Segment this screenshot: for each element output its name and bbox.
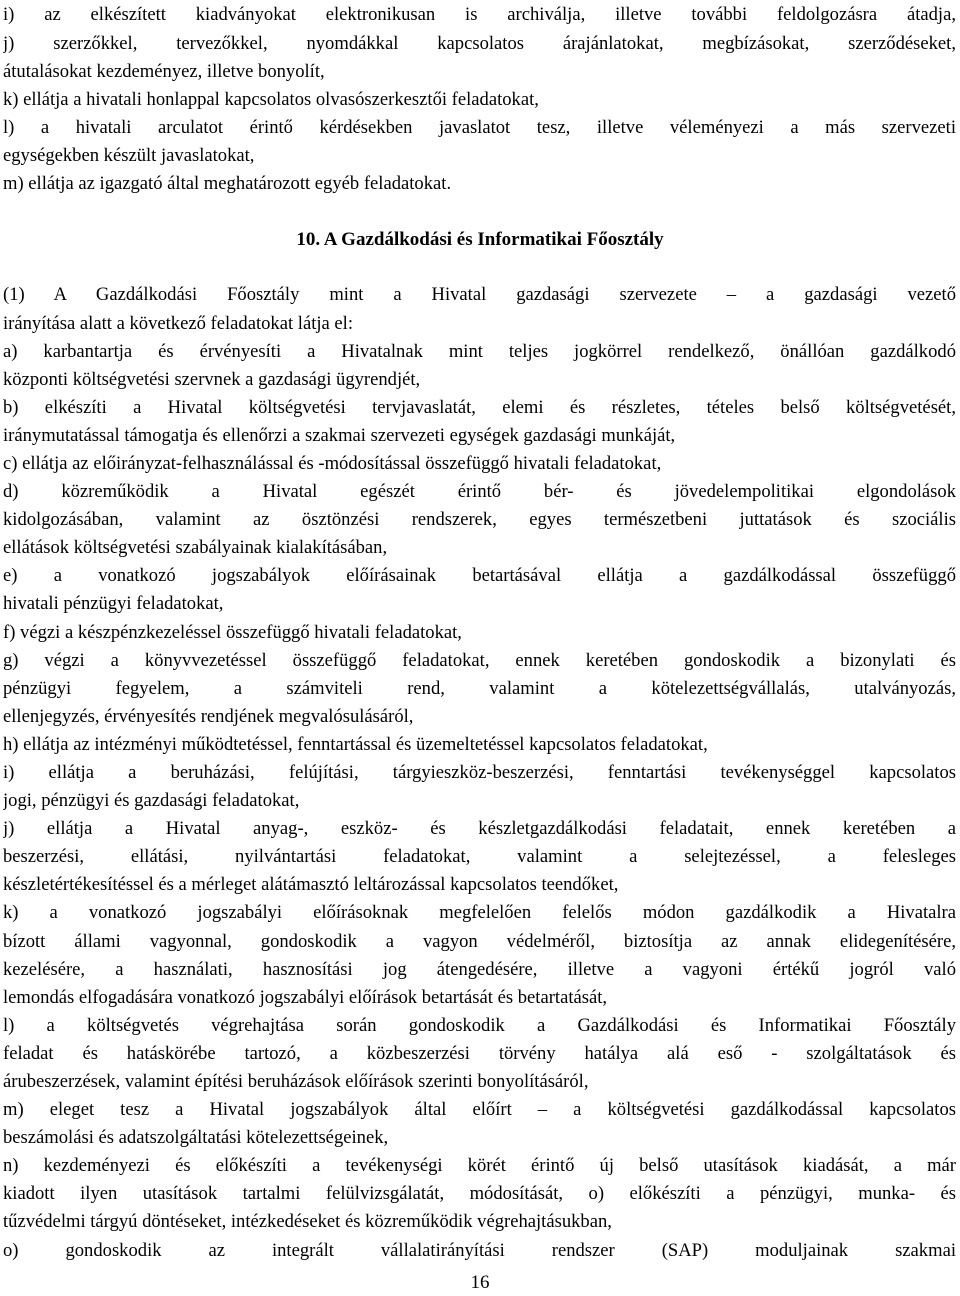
text-line: ellátások költségvetési szabályainak kialakításában, xyxy=(3,537,388,558)
text-line: l) a költségvetés végrehajtása során gondoskodik a Gazdálkodási és Informatikai Főosztály xyxy=(3,1015,956,1036)
text-line: egységekben készült javaslatokat, xyxy=(3,145,255,166)
text-line: g) végzi a könyvvezetéssel összefüggő feladatokat, ennek keretében gondoskodik a bizonylati és xyxy=(3,650,956,671)
text-line: h) ellátja az intézményi működtetéssel, fenntartással és üzemeltetéssel kapcsolatos feladatokat, xyxy=(3,734,708,755)
text-line: pénzügyi fegyelem, a számviteli rend, valamint a kötelezettségvállalás, utalványozás, xyxy=(3,678,956,699)
text-line: b) elkészíti a Hivatal költségvetési tervjavaslatát, elemi és részletes, tételes belső költségvetését, xyxy=(3,397,956,418)
text-line: kiadott ilyen utasítások tartalmi felülvizsgálatát, módosítását, o) előkészíti a pénzügyi, munka- és xyxy=(3,1183,956,1204)
text-line: f) végzi a készpénzkezeléssel összefüggő hivatali feladatokat, xyxy=(3,622,462,643)
text-line: hivatali pénzügyi feladatokat, xyxy=(3,593,224,614)
text-line: j) ellátja a Hivatal anyag-, eszköz- és készletgazdálkodási feladatait, ennek keretében a xyxy=(3,818,956,839)
text-line: k) a vonatkozó jogszabályi előírásoknak megfelelően felelős módon gazdálkodik a Hivatalra xyxy=(3,902,956,923)
text-line: ellenjegyzés, érvényesítés rendjének megvalósulásáról, xyxy=(3,706,414,727)
text-line: m) eleget tesz a Hivatal jogszabályok által előírt – a költségvetési gazdálkodással kapcsolatos xyxy=(3,1099,956,1120)
text-line: j) szerzőkkel, tervezőkkel, nyomdákkal kapcsolatos árajánlatokat, megbízásokat, szerződéseket, xyxy=(3,33,956,54)
text-line: d) közreműködik a Hivatal egészét érintő bér- és jövedelempolitikai elgondolások xyxy=(3,481,956,502)
text-line: kidolgozásában, valamint az ösztönzési rendszerek, egyes természetbeni juttatások és szociális xyxy=(3,509,956,530)
text-line: átutalásokat kezdeményez, illetve bonyolít, xyxy=(3,61,325,82)
text-line: iránymutatással támogatja és ellenőrzi a szakmai szervezeti egységek gazdasági munkáját, xyxy=(3,425,676,446)
text-line: n) kezdeményezi és előkészíti a tevékenységi körét érintő új belső utasítások kiadását, a már xyxy=(3,1155,956,1176)
text-line: beszámolási és adatszolgáltatási kötelezettségeinek, xyxy=(3,1127,389,1148)
text-line: l) a hivatali arculatot érintő kérdésekben javaslatot tesz, illetve véleményezi a más szervezeti xyxy=(3,117,956,138)
text-line: kezelésére, a használati, hasznosítási jog átengedésére, illetve a vagyoni értékű jogról való xyxy=(3,959,956,980)
text-line: készletértékesítéssel és a mérleget alátámasztó leltározással kapcsolatos teendőket, xyxy=(3,874,619,895)
text-line: beszerzési, ellátási, nyilvántartási feladatokat, valamint a selejtezéssel, a felesleges xyxy=(3,846,956,867)
text-line: központi költségvetési szervnek a gazdasági ügyrendjét, xyxy=(3,369,421,390)
text-line: lemondás elfogadására vonatkozó jogszabályi előírások betartását és betartatását, xyxy=(3,987,608,1008)
text-line: árubeszerzések, valamint építési beruházások előírások szerinti bonyolításáról, xyxy=(3,1071,589,1092)
text-line: jogi, pénzügyi és gazdasági feladatokat, xyxy=(3,790,300,811)
text-line: k) ellátja a hivatali honlappal kapcsolatos olvasószerkesztői feladatokat, xyxy=(3,89,539,110)
text-line: feladat és hatáskörébe tartozó, a közbeszerzési törvény hatálya alá eső - szolgáltatások és xyxy=(3,1043,956,1064)
text-line: i) az elkészített kiadványokat elektronikusan is archiválja, illetve további feldolgozásra átadja, xyxy=(3,4,956,25)
text-line: tűzvédelmi tárgyú döntéseket, intézkedéseket és közreműködik végrehajtásukban, xyxy=(3,1211,612,1232)
text-line: o) gondoskodik az integrált vállalatirányítási rendszer (SAP) moduljainak szakmai xyxy=(3,1240,956,1261)
text-line: (1) A Gazdálkodási Főosztály mint a Hivatal gazdasági szervezete – a gazdasági vezető xyxy=(3,284,956,305)
page-number: 16 xyxy=(470,1272,490,1293)
text-line: a) karbantartja és érvényesíti a Hivatalnak mint teljes jogkörrel rendelkező, önállóan gazdálkodó xyxy=(3,341,956,362)
section-heading: 10. A Gazdálkodási és Informatikai Főosztály xyxy=(296,229,664,250)
text-line: m) ellátja az igazgató által meghatározott egyéb feladatokat. xyxy=(3,173,452,194)
text-line: i) ellátja a beruházási, felújítási, tárgyieszköz-beszerzési, fenntartási tevékenységgel kapcsolatos xyxy=(3,762,956,783)
text-line: irányítása alatt a következő feladatokat látja el: xyxy=(3,313,354,334)
text-line: bízott állami vagyonnal, gondoskodik a vagyon védelméről, biztosítja az annak elidegenítésére, xyxy=(3,931,956,952)
text-line: e) a vonatkozó jogszabályok előírásainak betartásával ellátja a gazdálkodással összefüggő xyxy=(3,565,956,586)
text-line: c) ellátja az előirányzat-felhasználással és -módosítással összefüggő hivatali feladatokat, xyxy=(3,453,662,474)
